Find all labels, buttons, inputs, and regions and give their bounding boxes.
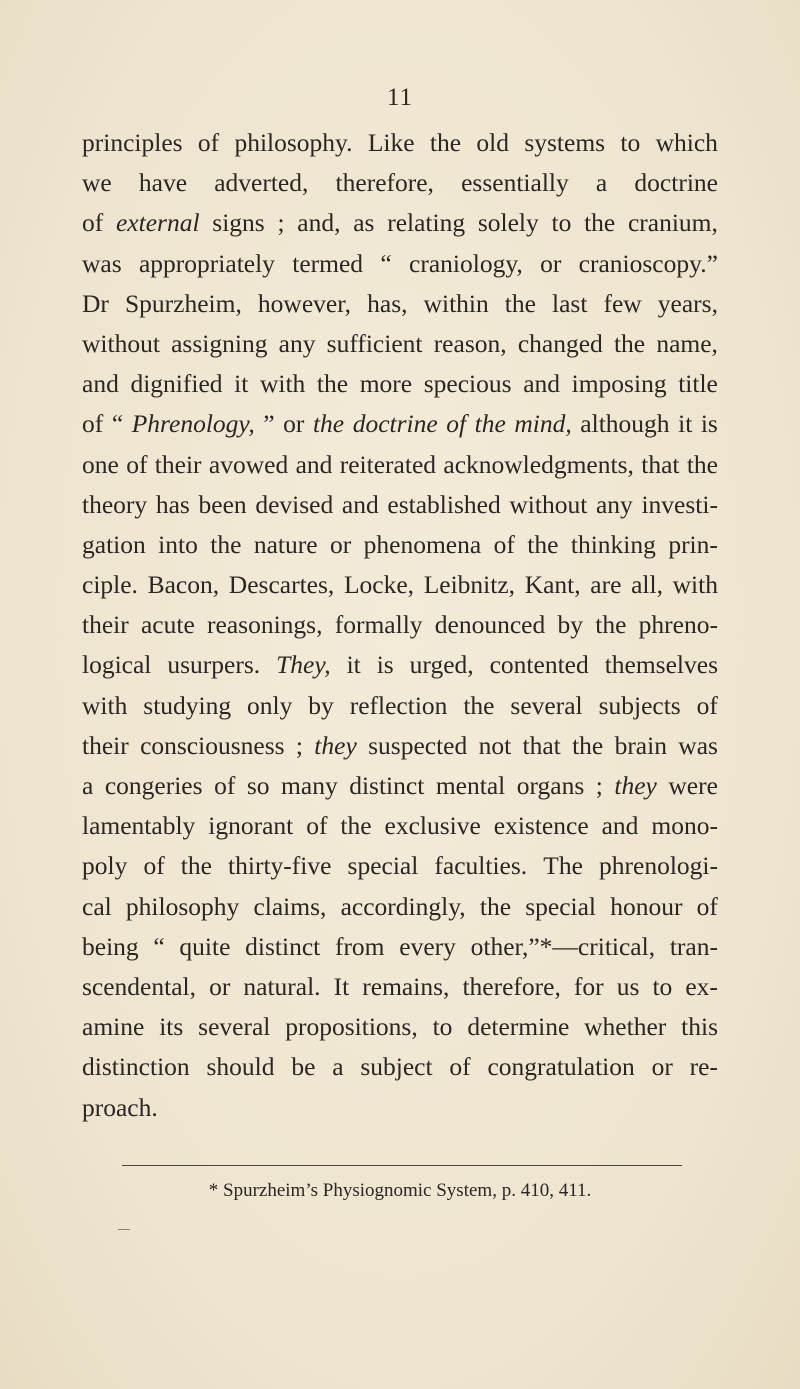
word: and — [523, 369, 561, 399]
word: acute — [140, 610, 195, 640]
text-line — [82, 404, 718, 444]
word: devised — [255, 489, 334, 519]
word: termed — [292, 248, 364, 278]
word: reasonings, — [207, 610, 323, 640]
word: specious — [423, 369, 512, 399]
word: remains, — [362, 971, 450, 1001]
word: existence — [493, 811, 589, 841]
word: Leibnitz, — [423, 570, 516, 600]
word: doctrine — [634, 168, 718, 198]
word: was — [82, 248, 122, 278]
word: or — [283, 409, 305, 439]
word: several — [510, 690, 583, 720]
word: external — [115, 208, 200, 238]
word: any — [278, 328, 316, 358]
word: however, — [257, 288, 352, 318]
word: into — [158, 529, 198, 559]
word: distinct — [245, 931, 321, 961]
word: the — [312, 409, 345, 439]
word: of — [696, 690, 718, 720]
word: of — [143, 851, 165, 881]
word: quite — [179, 931, 231, 961]
word: and, — [297, 208, 341, 238]
word: to — [551, 208, 572, 238]
word: many — [281, 771, 338, 800]
word: appropriately — [138, 248, 275, 278]
word: years, — [657, 288, 718, 318]
word: avowed — [208, 449, 289, 479]
word: to — [620, 128, 641, 157]
word: was — [678, 730, 718, 760]
word: from — [334, 931, 385, 961]
word: adverted, — [214, 168, 309, 198]
word: propositions, — [285, 1012, 418, 1042]
word: the — [463, 690, 495, 720]
word: subject — [360, 1052, 433, 1082]
word: mono- — [651, 811, 718, 841]
page-number: 11 — [386, 84, 414, 111]
word: ciple. — [82, 570, 138, 600]
word: us — [616, 971, 640, 1001]
word: dignified — [130, 369, 223, 399]
word: amine — [82, 1012, 145, 1042]
word: systems — [524, 128, 606, 157]
word: organs — [516, 771, 585, 800]
word: established — [387, 489, 501, 519]
word: of — [82, 208, 104, 238]
word: reflection — [349, 690, 448, 720]
text-line — [82, 163, 718, 203]
word: other,”*—critical, — [470, 931, 656, 961]
word: ; — [295, 730, 303, 760]
word: or — [209, 971, 231, 1001]
text-line — [82, 887, 718, 927]
word: all, — [631, 570, 663, 600]
word: therefore, — [335, 168, 434, 198]
word: urged, — [409, 650, 474, 680]
word: Phrenology, — [131, 409, 255, 439]
word: to — [432, 1012, 453, 1042]
word: to — [652, 971, 673, 1001]
word: claims, — [253, 891, 327, 921]
text-line — [82, 1007, 718, 1047]
word: scendental, — [82, 971, 196, 1001]
word: Bacon, — [147, 570, 220, 600]
word: “ — [153, 931, 165, 961]
word: as — [353, 208, 375, 238]
word: faculties. — [434, 851, 528, 881]
word: its — [159, 1012, 184, 1042]
word: their — [154, 449, 202, 479]
word: poly — [82, 851, 128, 881]
word: the — [572, 730, 604, 760]
word: assigning — [171, 328, 268, 358]
word: thinking — [570, 529, 656, 559]
word: within — [423, 288, 489, 318]
word: reason, — [433, 328, 507, 358]
word: they — [314, 730, 357, 760]
word: the — [479, 891, 512, 921]
word: name, — [656, 328, 718, 358]
body-text — [82, 123, 718, 1128]
word: is — [700, 409, 718, 439]
word: gation — [82, 529, 146, 559]
word: or — [651, 1052, 673, 1082]
word: brain — [614, 730, 667, 760]
word: the — [210, 529, 242, 559]
word: of — [449, 1052, 471, 1082]
word: of — [493, 529, 515, 559]
word: of — [82, 409, 104, 439]
word: of — [197, 128, 220, 157]
word: are — [590, 570, 622, 600]
word: it — [346, 650, 361, 680]
word: by — [308, 690, 334, 720]
word: consciousness — [140, 730, 285, 760]
word: by — [557, 610, 583, 640]
text-line — [82, 605, 718, 645]
word: old — [476, 128, 509, 157]
word: which — [655, 128, 718, 157]
word: denounced — [434, 610, 546, 640]
word: not — [478, 730, 512, 760]
word: solely — [477, 208, 539, 238]
word: this — [681, 1012, 718, 1042]
text-line — [82, 445, 718, 485]
text-line — [82, 927, 718, 967]
word: natural. — [243, 971, 321, 1001]
word: of — [696, 891, 718, 921]
word: ignorant — [208, 811, 294, 841]
word: Descartes, — [228, 570, 335, 600]
word: and — [82, 369, 119, 399]
word: the — [595, 610, 627, 640]
word: themselves — [604, 650, 718, 680]
word: studying — [143, 690, 232, 720]
word: the — [527, 529, 559, 559]
word: has, — [367, 288, 408, 318]
word: the — [504, 288, 536, 318]
word: and — [341, 489, 379, 519]
word: more — [359, 369, 413, 399]
word: or — [329, 529, 352, 559]
word: contented — [489, 650, 589, 680]
word: being — [82, 931, 139, 961]
word: honour — [610, 891, 683, 921]
word: they — [614, 771, 657, 800]
word: mind, — [514, 409, 572, 439]
word: sufficient — [326, 328, 423, 358]
word: Like — [367, 128, 415, 157]
word: tran- — [669, 931, 718, 961]
text-line — [82, 565, 718, 605]
word: be — [291, 1052, 316, 1082]
word: acknowledgments, — [443, 449, 634, 479]
word: several — [198, 1012, 271, 1042]
word: is — [376, 650, 394, 680]
text-line — [82, 686, 718, 726]
word: logical — [82, 650, 152, 680]
word: have — [138, 168, 188, 198]
text-line — [82, 244, 718, 284]
word: congratulation — [487, 1052, 635, 1082]
word: and — [601, 811, 639, 841]
word: philosophy — [125, 891, 240, 921]
word: determine — [467, 1012, 570, 1042]
word: special — [525, 891, 597, 921]
word: has — [155, 489, 190, 519]
word: a — [332, 1052, 344, 1082]
word: of — [126, 449, 148, 479]
word: so — [246, 771, 270, 800]
word: the — [474, 409, 506, 439]
word: with — [672, 570, 718, 600]
text-line — [82, 967, 718, 1007]
word: title — [678, 369, 718, 399]
word: proach. — [82, 1092, 158, 1122]
word: philosophy. — [234, 128, 353, 157]
word: only — [247, 690, 293, 720]
word: of — [214, 771, 236, 800]
word: ” — [263, 409, 275, 439]
word: accordingly, — [340, 891, 466, 921]
word: their — [82, 610, 129, 640]
word: suspected — [368, 730, 468, 760]
word: thirty-five — [228, 851, 332, 881]
word: formally — [334, 610, 423, 640]
word: subjects — [598, 690, 681, 720]
word: last — [552, 288, 588, 318]
word: should — [206, 1052, 275, 1082]
word: therefore, — [462, 971, 561, 1001]
text-line — [82, 123, 718, 163]
word: ex- — [685, 971, 718, 1001]
text-line — [82, 806, 718, 846]
word: exclusive — [384, 811, 481, 841]
word: the — [584, 208, 616, 238]
word: distinction — [82, 1052, 190, 1082]
word: with — [259, 369, 306, 399]
word: It — [333, 971, 350, 1001]
word: the — [613, 328, 646, 358]
word: “ — [111, 409, 124, 439]
word: we — [82, 168, 112, 198]
word: that — [641, 449, 680, 479]
word: Kant, — [524, 570, 581, 600]
word: cal — [82, 891, 112, 921]
word: for — [573, 971, 604, 1001]
word: the — [180, 851, 212, 881]
word: one — [82, 449, 119, 479]
word: distinct — [349, 771, 425, 800]
word: principles — [82, 128, 183, 157]
word: ; — [595, 771, 603, 800]
word: Locke, — [343, 570, 415, 600]
word: the — [686, 449, 718, 479]
word: it — [234, 369, 249, 399]
text-line — [82, 485, 718, 525]
word: without — [509, 489, 588, 519]
word: changed — [517, 328, 603, 358]
word: cranioscopy.” — [578, 248, 718, 278]
text-line — [82, 324, 718, 364]
word: every — [399, 931, 456, 961]
word: cranium, — [627, 208, 718, 238]
word: any — [595, 489, 633, 519]
text-line — [82, 364, 718, 404]
word: “ — [380, 248, 392, 278]
word: the — [340, 811, 372, 841]
word: although — [580, 409, 670, 439]
word: were — [668, 771, 718, 800]
word: The — [543, 851, 583, 881]
text-line — [82, 645, 718, 685]
word: Dr — [82, 288, 109, 318]
word: of — [306, 811, 328, 841]
word: ; — [277, 208, 285, 238]
word: Spurzheim, — [124, 288, 242, 318]
word: phenomena — [363, 529, 482, 559]
word: that — [522, 730, 561, 760]
word: theory — [82, 489, 148, 519]
word: a — [595, 168, 608, 198]
word: special — [347, 851, 419, 881]
word: reiterated — [339, 449, 437, 479]
word: and — [295, 449, 333, 479]
word: been — [198, 489, 247, 519]
word: a — [82, 771, 94, 800]
word: their — [82, 730, 129, 760]
word: few — [603, 288, 642, 318]
text-line — [82, 846, 718, 886]
word: mental — [435, 771, 506, 800]
word: re- — [689, 1052, 718, 1082]
footnote: * Spurzheim’s Physiognomic System, p. 410, 411. — [208, 1180, 592, 1201]
word: or — [540, 248, 562, 278]
text-line — [82, 1047, 718, 1087]
word: relating — [387, 208, 466, 238]
word: signs — [212, 208, 265, 238]
word: prin- — [668, 529, 718, 559]
text-line — [82, 525, 718, 565]
word: with — [82, 690, 128, 720]
word: phreno- — [638, 610, 718, 640]
word: nature — [253, 529, 318, 559]
word: it — [678, 409, 693, 439]
word: essentially — [461, 168, 569, 198]
word: without — [82, 328, 160, 358]
footnote-rule — [122, 1165, 682, 1166]
word: the — [429, 128, 462, 157]
text-line — [82, 284, 718, 324]
text-line — [82, 203, 718, 243]
word: of — [446, 409, 467, 439]
text-line — [82, 766, 718, 806]
word: congeries — [104, 771, 203, 800]
margin-mark — [118, 1229, 130, 1230]
word: imposing — [571, 369, 667, 399]
word: usurpers. — [167, 650, 261, 680]
text-line — [82, 1088, 718, 1128]
word: They, — [276, 650, 331, 680]
word: phrenologi- — [599, 851, 718, 881]
word: lamentably — [82, 811, 196, 841]
word: investi- — [641, 489, 718, 519]
word: the — [316, 369, 349, 399]
text-line — [82, 726, 718, 766]
word: whether — [584, 1012, 667, 1042]
word: craniology, — [409, 248, 523, 278]
word: doctrine — [352, 409, 438, 439]
